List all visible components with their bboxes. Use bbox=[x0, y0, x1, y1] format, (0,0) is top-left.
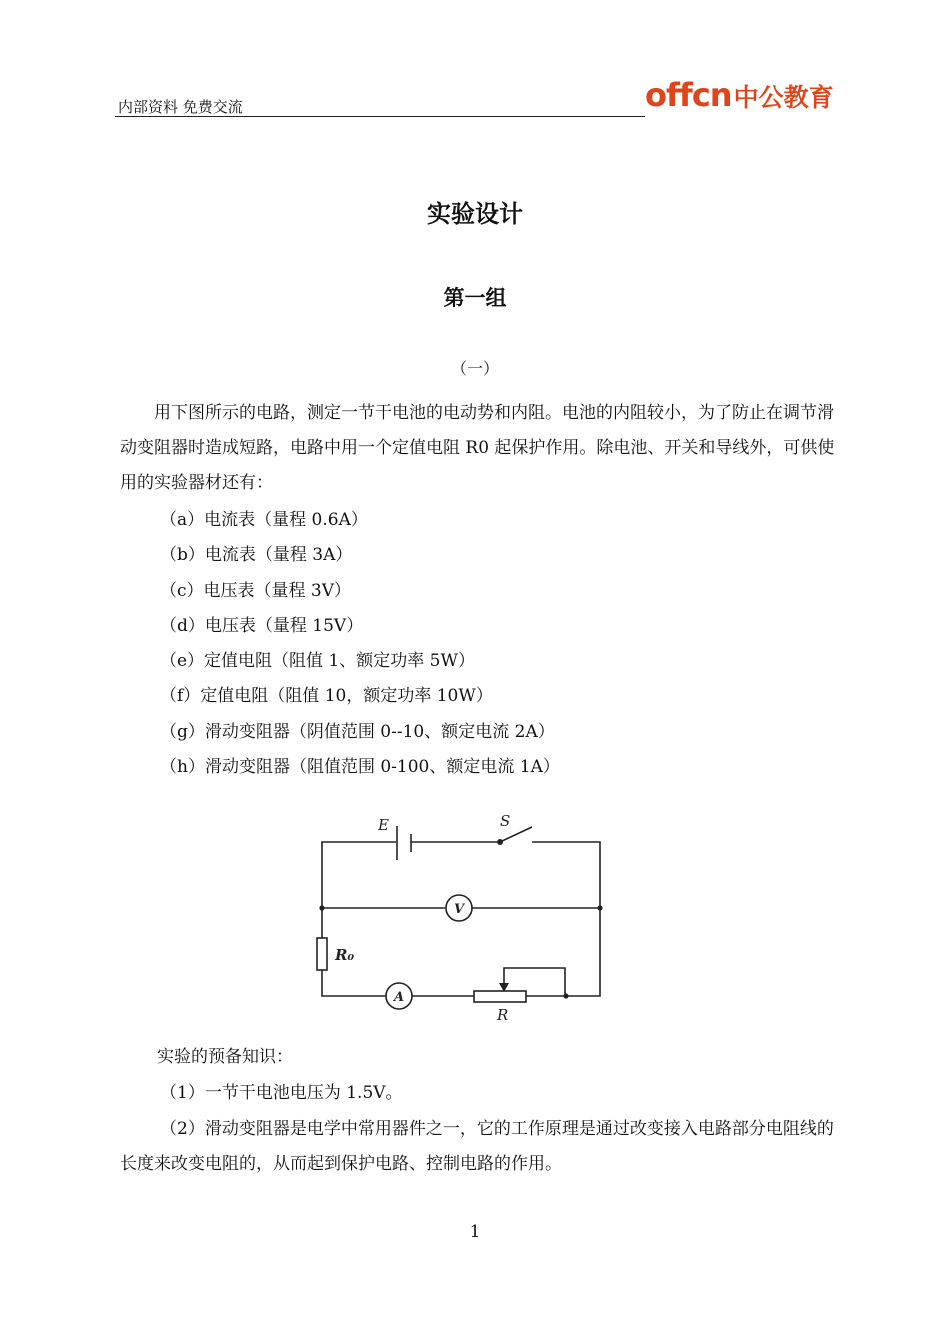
circuit-diagram bbox=[300, 806, 620, 1026]
voltmeter-label: V bbox=[453, 902, 465, 917]
resistor-r0 bbox=[317, 938, 327, 970]
header-left-text: 内部资料 免费交流 bbox=[118, 98, 243, 116]
wire-left-lower bbox=[322, 970, 386, 996]
brand-logo bbox=[645, 76, 834, 122]
section-number: （一） bbox=[450, 359, 499, 378]
list-item: （f）定值电阻（阻值 10，额定功率 10W） bbox=[160, 686, 493, 707]
wire-top-right bbox=[532, 842, 600, 996]
group-title: 第一组 bbox=[443, 286, 507, 310]
rheostat-body bbox=[474, 991, 526, 1002]
intro-paragraph bbox=[120, 396, 840, 501]
list-item: （h）滑动变阻器（阻值范围 0-100、额定电流 1A） bbox=[160, 757, 560, 778]
junction-right bbox=[597, 905, 602, 910]
rheostat-label: R bbox=[497, 1006, 509, 1024]
wire-top-left bbox=[322, 842, 396, 906]
prep-item-2-text: （2）滑动变阻器是电学中常用器件之一，它的工作原理是通过改变接入电路部分电阻线的长度来改变电阻的，从而起到保护电路、控制电路的作用。 bbox=[120, 1119, 834, 1174]
junction-left bbox=[319, 905, 324, 910]
logo-latin: offcn bbox=[645, 76, 732, 114]
list-item: （d）电压表（量程 15V） bbox=[160, 615, 364, 636]
page-title: 实验设计 bbox=[427, 200, 523, 228]
logo-cjk: 中公教育 bbox=[733, 83, 834, 112]
prep-item-1: （1）一节干电池电压为 1.5V。 bbox=[160, 1083, 403, 1103]
list-item: （a）电流表（量程 0.6A） bbox=[160, 510, 368, 530]
page-number: 1 bbox=[469, 1222, 481, 1242]
resistor-label: R₀ bbox=[335, 946, 355, 964]
prep-item-2 bbox=[120, 1112, 840, 1182]
prep-heading: 实验的预备知识： bbox=[157, 1047, 293, 1067]
ammeter-label: A bbox=[393, 990, 405, 1005]
list-item: （e）定值电阻（阻值 1、额定功率 5W） bbox=[160, 651, 475, 672]
junction-rheostat bbox=[563, 993, 568, 998]
list-item: （b）电流表（量程 3A） bbox=[160, 545, 353, 566]
switch-label: S bbox=[500, 812, 511, 830]
header-rule bbox=[115, 116, 645, 117]
equipment-list bbox=[160, 503, 560, 785]
list-item: （c）电压表（量程 3V） bbox=[160, 580, 352, 601]
battery-label: E bbox=[378, 816, 389, 834]
list-item: （g）滑动变阻器（阴值范围 0--10、额定电流 2A） bbox=[160, 721, 555, 742]
intro-text: 用下图所示的电路，测定一节干电池的电动势和内阻。电池的内阻较小，为了防止在调节滑动变阻器时造成短路，电路中用一个定值电阻 R0 起保护作用。除电池、开关和导线外，可供使用的实验器材还有： bbox=[120, 403, 835, 493]
